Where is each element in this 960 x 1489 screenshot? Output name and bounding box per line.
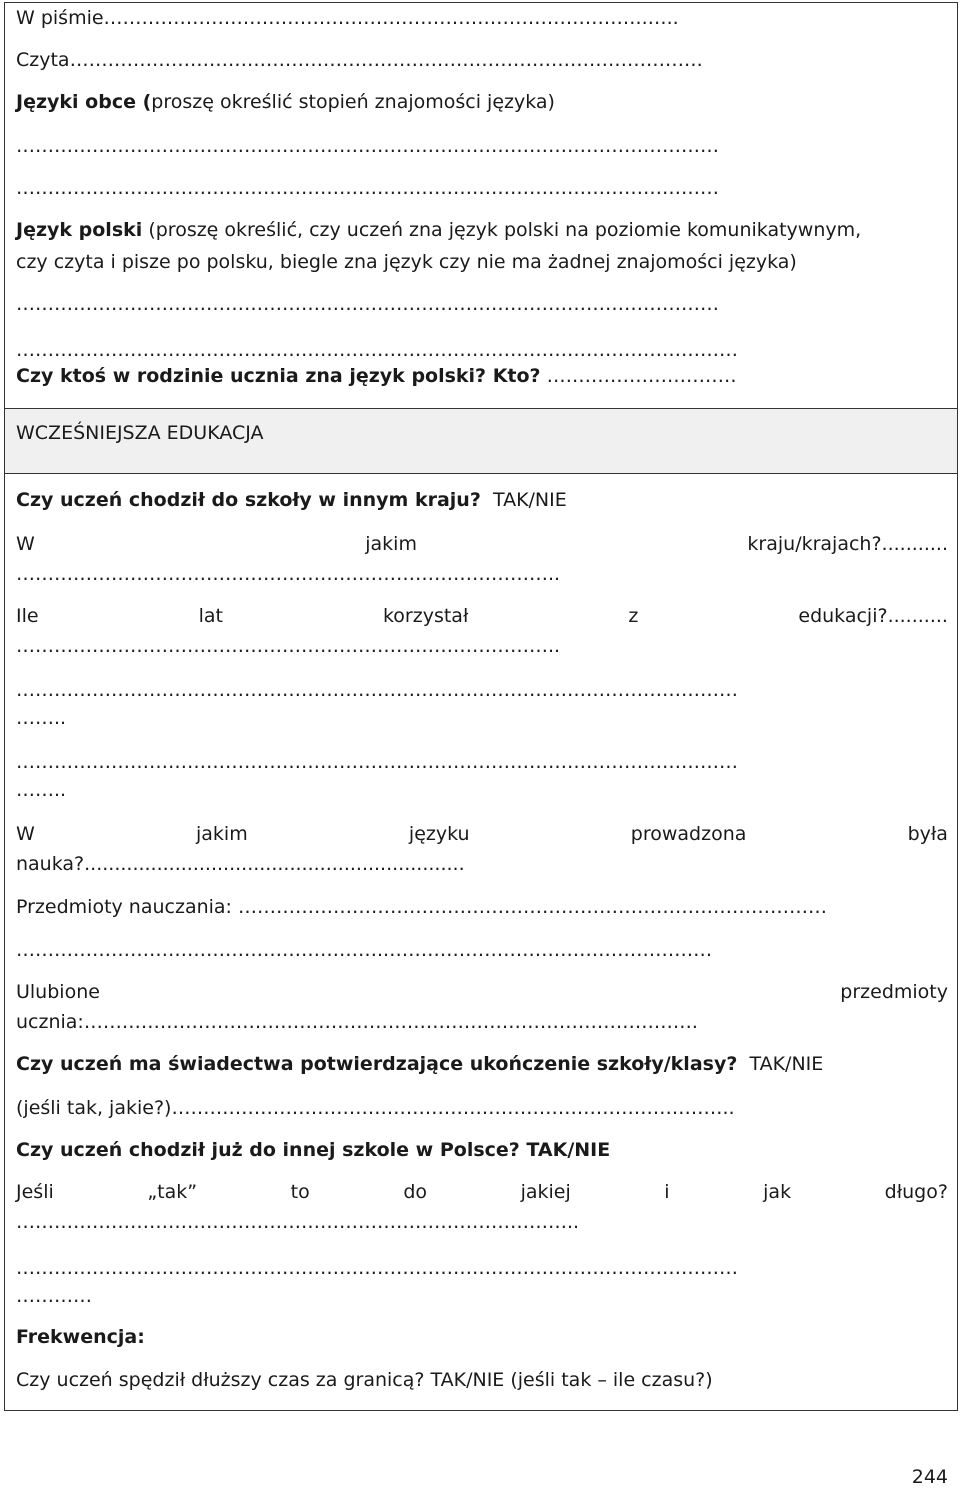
q7-word: długo? xyxy=(884,1181,948,1203)
q7-word: do xyxy=(403,1181,427,1203)
q4-word: W xyxy=(16,823,35,845)
q5-answer: TAK/NIE xyxy=(749,1053,824,1075)
q7-dots: …………………………………………………………………………….. xyxy=(16,1211,580,1233)
frekwencja-label: Frekwencja: xyxy=(16,1326,145,1348)
q2-word: jakim xyxy=(365,533,417,555)
q6-line: Czy uczeń chodził już do innej szkole w Polsce? TAK/NIE xyxy=(16,1139,611,1161)
q3-word: lat xyxy=(198,605,223,627)
ulubione-line xyxy=(16,980,948,1004)
q1-line xyxy=(16,488,567,512)
czy-ktos-question: Czy ktoś w rodzinie ucznia zna język polski? Kto? xyxy=(16,365,541,387)
jezyk-polski-line-2: czy czyta i pisze po polsku, biegle zna język czy nie ma żadnej znajomości języka) xyxy=(16,251,797,273)
page-number: 244 xyxy=(911,1466,948,1488)
q3-word: z xyxy=(628,605,639,627)
q4-word: prowadzona xyxy=(630,823,747,845)
jezyki-obce-instruction: proszę określić stopień znajomości języka) xyxy=(151,91,555,113)
dotted-line: …….. xyxy=(16,779,67,801)
q7-word: Jeśli xyxy=(16,1181,54,1203)
q3-word: korzystał xyxy=(382,605,469,627)
dotted-line: …………………………………………………………………………………………………… xyxy=(16,751,738,773)
czy-ktos-line xyxy=(16,364,737,388)
jezyki-obce-label: Języki obce ( xyxy=(16,91,152,113)
ulubione-word: Ulubione xyxy=(16,981,100,1003)
q7-word: i xyxy=(664,1181,670,1203)
dotted-line: ………………………………………………………………………………………………… xyxy=(16,293,719,315)
przedmioty-line: Przedmioty nauczania: ………………………………………………………………………………… xyxy=(16,896,827,918)
q3-word: Ile xyxy=(16,605,39,627)
q4-line-2: nauka?............................................................... xyxy=(16,853,465,875)
q2-word: W xyxy=(16,533,35,555)
q4-word: jakim xyxy=(196,823,248,845)
jezyk-polski-line xyxy=(16,218,861,242)
q1-answer: TAK/NIE xyxy=(492,489,567,511)
q7-word: to xyxy=(290,1181,310,1203)
q7-word: jak xyxy=(763,1181,792,1203)
q5-line xyxy=(16,1052,823,1076)
dotted-line: ………………………………………………………………………………………………… xyxy=(16,135,719,157)
dotted-line: …………………………………………………………………………………………………… xyxy=(16,679,738,701)
section-heading: WCZEŚNIEJSZA EDUKACJA xyxy=(16,422,264,444)
q1-question: Czy uczeń chodził do szkoły w innym kraju? xyxy=(16,489,481,511)
q7-word: jakiej xyxy=(520,1181,571,1203)
jezyki-obce-line xyxy=(16,90,555,114)
q5-question: Czy uczeń ma świadectwa potwierdzające ukończenie szkoły/klasy? xyxy=(16,1053,738,1075)
w-pismie-line: W piśmie…………………………………………………………………………..….. xyxy=(16,7,679,29)
q7-word: „tak” xyxy=(147,1181,198,1203)
q8-line: Czy uczeń spędził dłuższy czas za granicą? TAK/NIE (jeśli tak – ile czasu?) xyxy=(16,1369,713,1391)
q2-word: kraju/krajach?........... xyxy=(747,533,948,555)
dotted-line: …………………………………………………………………………………………………… xyxy=(16,1257,738,1279)
q3-line xyxy=(16,604,948,628)
q3-dots: ………………………………………………………………………….. xyxy=(16,635,561,657)
dotted-line: ………… xyxy=(16,1285,92,1307)
czy-ktos-answer-dots: ………………………… xyxy=(546,365,737,387)
q5-sub-line: (jeśli tak, jakie?)…………………………………………………………………………….. xyxy=(16,1097,735,1119)
q2-line xyxy=(16,532,948,556)
przedmioty-dots: …………………………………………………..…………………………………………… xyxy=(16,939,713,961)
dotted-line: ………………………………………………………………………………………………… xyxy=(16,177,719,199)
q3-word: edukacji?.......... xyxy=(798,605,948,627)
q4-word: była xyxy=(907,823,948,845)
q7-line xyxy=(16,1180,948,1204)
jezyk-polski-instruction: (proszę określić, czy uczeń zna język polski na poziomie komunikatywnym, xyxy=(142,219,862,241)
ulubione-word: przedmioty xyxy=(840,981,948,1003)
q4-line xyxy=(16,822,948,846)
dotted-line: …….. xyxy=(16,707,67,729)
ulubione-line-2: ucznia:……………………………………………………………………………………. xyxy=(16,1011,698,1033)
q4-word: języku xyxy=(408,823,470,845)
czyta-line: Czyta………………………………………………………………………………………. xyxy=(16,49,703,71)
dotted-line: …………………………………………………………………………………………………… xyxy=(16,339,738,361)
jezyk-polski-label: Język polski xyxy=(16,219,143,241)
q2-dots: ………………………………………………………………………….. xyxy=(16,563,561,585)
